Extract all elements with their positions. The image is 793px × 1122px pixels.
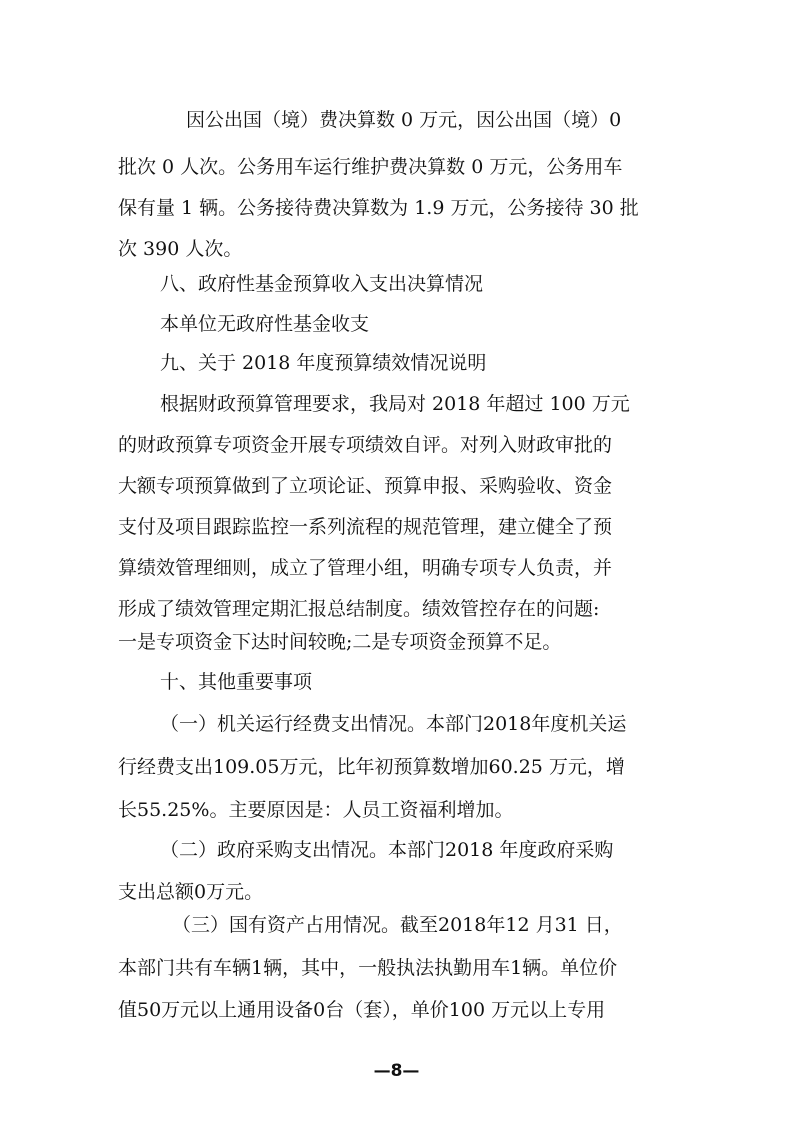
section-heading-10: 十、其他重要事项: [160, 671, 313, 693]
paragraph-line: 行经费支出109.05万元，比年初预算数增加60.25 万元，增: [118, 756, 625, 778]
paragraph-line: （一）机关运行经费支出情况。本部门2018年度机关运: [160, 713, 627, 735]
paragraph-line: 的财政预算专项资金开展专项绩效自评。对列入财政审批的: [118, 434, 613, 456]
section-heading-8: 八、政府性基金预算收入支出决算情况: [160, 273, 484, 295]
paragraph-line: 批次 0 人次。公务用车运行维护费决算数 0 万元，公务用车: [118, 156, 623, 178]
paragraph-line: 本单位无政府性基金收支: [160, 313, 370, 335]
paragraph-line: （三）国有资产占用情况。截至2018年12 月31 日，: [172, 914, 623, 936]
paragraph-line: 本部门共有车辆1辆，其中，一般执法执勤用车1辆。单位价: [118, 957, 618, 979]
paragraph-line: 值50万元以上通用设备0台（套），单价100 万元以上专用: [118, 999, 606, 1021]
paragraph-line: 大额专项预算做到了立项论证、预算申报、采购验收、资金: [118, 475, 613, 497]
page-number: —8—: [373, 1061, 420, 1081]
paragraph-line: 支付及项目跟踪监控一系列流程的规范管理，建立健全了预: [118, 516, 613, 538]
paragraph-line: 算绩效管理细则，成立了管理小组，明确专项专人负责，并: [118, 557, 613, 579]
paragraph-line: 因公出国（境）费决算数 0 万元，因公出国（境）0: [186, 109, 622, 131]
paragraph-line: 长55.25%。主要原因是：人员工资福利增加。: [118, 799, 514, 821]
paragraph-line: 次 390 人次。: [118, 238, 243, 260]
paragraph-line: 支出总额0万元。: [118, 881, 264, 903]
paragraph-line: （二）政府采购支出情况。本部门2018 年度政府采购: [160, 839, 614, 861]
paragraph-line: 形成了绩效管理定期汇报总结制度。绩效管控存在的问题:: [118, 598, 600, 620]
section-heading-9: 九、关于 2018 年度预算绩效情况说明: [160, 352, 487, 374]
paragraph-line: 保有量 1 辆。公务接待费决算数为 1.9 万元，公务接待 30 批: [118, 197, 639, 219]
paragraph-line: 一是专项资金下达时间较晚;二是专项资金预算不足。: [118, 631, 562, 653]
paragraph-line: 根据财政预算管理要求，我局对 2018 年超过 100 万元: [160, 393, 630, 415]
